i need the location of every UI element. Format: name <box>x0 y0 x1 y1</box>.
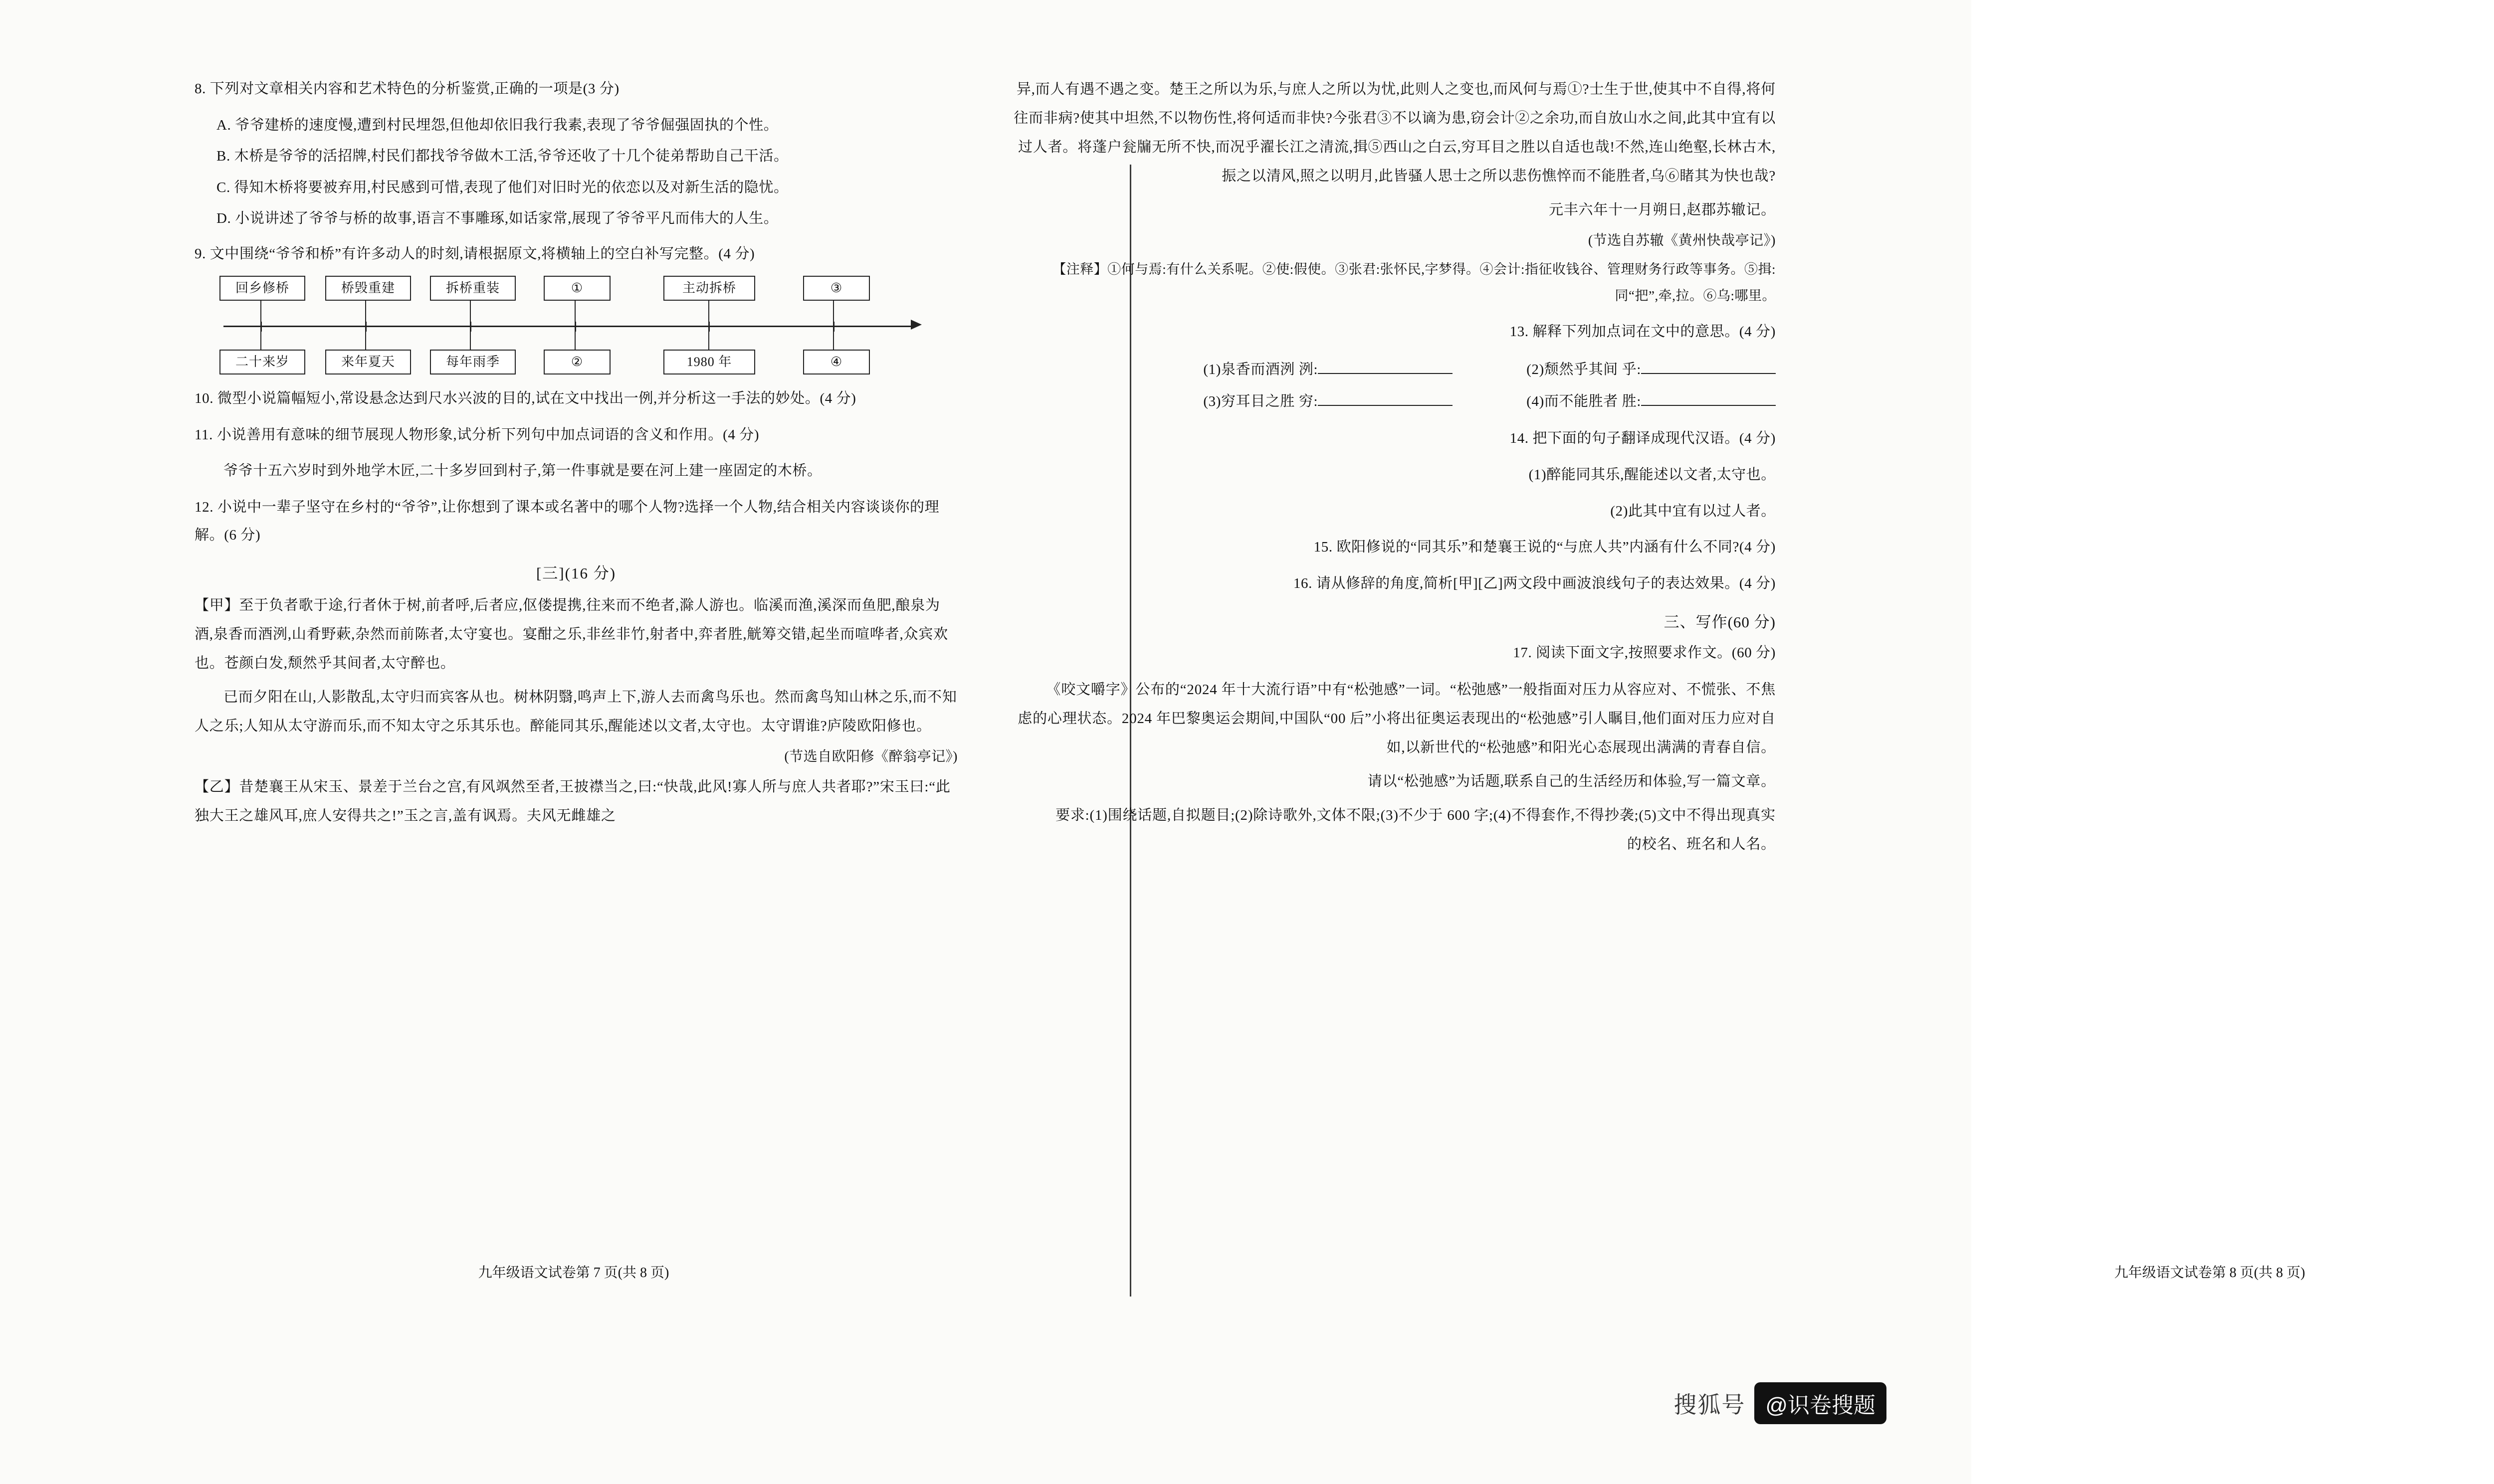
question-13-item-4-key: 胜 <box>1622 393 1637 409</box>
timeline-stem-up <box>833 299 834 323</box>
timeline-axis <box>223 326 912 327</box>
timeline-stem-up <box>575 299 576 323</box>
question-8-option-d: D. 小说讲述了爷爷与桥的故事,语言不事雕琢,如话家常,展现了爷爷平凡而伟大的人生。 <box>216 210 779 227</box>
timeline-stem-down <box>260 329 261 350</box>
question-8-option-a: A. 爷爷建桥的速度慢,遭到村民埋怨,但他却依旧我行我素,表现了爷爷倔强固执的个性。 <box>216 117 779 133</box>
question-17-material: 《咬文嚼字》公布的“2024 年十大流行语”中有“松弛感”一词。“松弛感”一般指面对压力从容应对、不慌张、不焦虑的心理状态。2024 年巴黎奥运会期间,中国队“00 后”小将出征奥运表现出的“松弛感”引人瞩目,他们面对压力应对自如,以新世代的“松弛感”和阳光心态展现出满满的青春自信。 <box>1018 681 1776 755</box>
question-12-stem: 12. 小说中一辈子坚守在乡村的“爷爷”,让你想到了课本或名著中的哪个人物?选择一个人物,结合相关内容谈谈你的理解。(6 分) <box>195 499 940 544</box>
question-14-item-2: (2)此其中宜有以过人者。 <box>1610 503 1776 519</box>
timeline-stem-down <box>365 329 366 350</box>
question-11-quote: 爷爷十五六岁时到外地学木匠,二十多岁回到村子,第一件事就是要在河上建一座固定的木桥。 <box>223 463 822 479</box>
question-8-stem: 8. 下列对文章相关内容和艺术特色的分析鉴赏,正确的一项是(3 分) <box>195 81 620 97</box>
question-17-prompt: 请以“松弛感”为话题,联系自己的生活经历和体验,写一篇文章。 <box>1367 773 1776 789</box>
question-13-item-1-label: (1)泉香而酒洌 <box>1203 361 1295 377</box>
question-10-stem: 10. 微型小说篇幅短小,常设悬念达到尺水兴波的目的,试在文中找出一例,并分析这一手法的妙处。(4 分) <box>195 390 856 407</box>
passage-yi-paragraph-start: 【乙】昔楚襄王从宋玉、景差于兰台之宫,有风飒然至者,王披襟当之,曰:“快哉,此风!寡人所与庶人共者耶?”宋玉曰:“此独大王之雄风耳,庶人安得共之!”玉之言,盖有讽焉。夫风无雌雄之 <box>195 779 951 824</box>
question-13-stem: 13. 解释下列加点词在文中的意思。(4 分) <box>1509 324 1776 340</box>
passage-yi-date-line: 元丰六年十一月朔日,赵郡苏辙记。 <box>1548 202 1776 218</box>
question-13-item-4-label: (4)而不能胜者 <box>1526 393 1618 409</box>
passage-yi-source: (节选自苏辙《黄州快哉亭记》) <box>1588 233 1776 248</box>
section-three-title: [三](16 分) <box>536 564 617 582</box>
question-9-timeline-diagram <box>214 276 928 375</box>
question-8-option-b: B. 木桥是爷爷的活招牌,村民们都找爷爷做木工活,爷爷还收了十几个徒弟帮助自己干活。 <box>216 148 789 165</box>
question-11-stem: 11. 小说善用有意味的细节展现人物形象,试分析下列句中加点词语的含义和作用。(4 分) <box>195 426 760 443</box>
timeline-top-box-6: ③ <box>803 276 870 301</box>
right-page-column <box>1013 75 2305 1281</box>
left-page-column <box>195 75 958 1281</box>
timeline-bottom-box-5: 1980 年 <box>663 350 755 374</box>
timeline-bottom-box-2: 来年夏天 <box>325 350 411 374</box>
timeline-stem-up <box>470 299 471 323</box>
timeline-stem-up <box>708 299 709 323</box>
watermark-account-badge: @识卷搜题 <box>1754 1382 1886 1424</box>
question-13-item-2-label: (2)颓然乎其间 <box>1526 361 1618 377</box>
question-13-item-2-blank[interactable] <box>1641 359 1776 374</box>
passage-jia-paragraph-1: 【甲】至于负者歌于途,行者休于树,前者呼,后者应,伛偻提携,往来而不绝者,滁人游也。临溪而渔,溪深而鱼肥,酿泉为酒,泉香而酒洌,山肴野蔌,杂然而前陈者,太守宴也。宴酣之乐,非丝非竹,射者中,弈者胜,觥筹交错,起坐而喧哗者,众宾欢也。苍颜白发,颓然乎其间者,太守醉也。 <box>195 597 948 672</box>
right-page-footer: 九年级语文试卷第 8 页(共 8 页) <box>2114 1265 2305 1281</box>
passage-notes: 【注释】①何与焉:有什么关系呢。②使:假使。③张君:张怀民,字梦得。④会计:指征收钱谷、管理财务行政等事务。⑤揖:同“把”,牵,拉。⑥乌:哪里。 <box>1052 262 1776 303</box>
question-15-stem: 15. 欧阳修说的“同其乐”和楚襄王说的“与庶人共”内涵有什么不同?(4 分) <box>1313 539 1776 556</box>
watermark <box>1673 1382 1886 1424</box>
question-13-item-4-blank[interactable] <box>1641 391 1776 406</box>
watermark-source-label: 搜狐号 <box>1673 1392 1746 1418</box>
timeline-stem-down <box>708 329 709 350</box>
timeline-bottom-box-4: ② <box>544 350 611 374</box>
timeline-stem-up <box>365 299 366 323</box>
left-page-footer: 九年级语文试卷第 7 页(共 8 页) <box>478 1265 669 1281</box>
timeline-top-box-3: 拆桥重装 <box>430 276 516 301</box>
passage-yi-continuation: 异,而人有遇不遇之变。楚王之所以为乐,与庶人之所以为忧,此则人之变也,而风何与焉①?士生于世,使其中不自得,将何往而非病?使其中坦然,不以物伤性,将何适而非快?今张君③不以谪为患,窃会计②之余功,而自放山水之间,此其中宜有以过人者。将蓬户瓮牖无所不快,而况乎濯长江之清流,揖⑤西山之白云,穷耳目之胜以自适也哉!不然,连山绝壑,长林古木,振之以清风,照之以明月,此皆骚人思士之所以悲伤憔悴而不能胜者,乌⑥睹其为快也哉? <box>1014 81 1776 184</box>
question-13-item-3-label: (3)穷耳目之胜 <box>1203 393 1295 409</box>
timeline-stem-up <box>260 299 261 323</box>
question-13-row-1: (1)泉香而酒洌 洌: (2)颓然乎其间 乎: <box>1013 354 1776 386</box>
question-13-item-2-key: 乎 <box>1622 361 1637 377</box>
question-9-stem: 9. 文中围绕“爷爷和桥”有许多动人的时刻,请根据原文,将横轴上的空白补写完整。(4 分) <box>195 245 755 262</box>
passage-jia-source: (节选自欧阳修《醉翁亭记》) <box>784 749 958 765</box>
timeline-stem-down <box>833 329 834 350</box>
timeline-bottom-box-6: ④ <box>803 350 870 374</box>
question-14-stem: 14. 把下面的句子翻译成现代汉语。(4 分) <box>1509 430 1776 447</box>
question-16-stem: 16. 请从修辞的角度,简析[甲][乙]两文段中画波浪线句子的表达效果。(4 分) <box>1293 575 1776 591</box>
timeline-top-box-4: ① <box>544 276 611 301</box>
scanned-sheet <box>165 75 2305 1282</box>
passage-jia-paragraph-2: 已而夕阳在山,人影散乱,太守归而宾客从也。树林阴翳,鸣声上下,游人去而禽鸟乐也。然而禽鸟知山林之乐,而不知人之乐;人知从太守游而乐,而不知太守之乐其乐也。醉能同其乐,醒能述以文者,太守也。太守谓谁?庐陵欧阳修也。 <box>195 689 957 735</box>
question-13-item-1-key: 洌 <box>1298 361 1314 377</box>
question-17-stem: 17. 阅读下面文字,按照要求作文。(60 分) <box>1513 645 1776 661</box>
timeline-stem-down <box>575 329 576 350</box>
timeline-stem-down <box>470 329 471 350</box>
timeline-bottom-box-3: 每年雨季 <box>430 350 516 374</box>
question-14-item-1: (1)醉能同其乐,醒能述以文者,太守也。 <box>1528 466 1776 483</box>
timeline-top-box-5: 主动拆桥 <box>663 276 755 301</box>
question-13-item-3-key: 穷 <box>1298 393 1314 409</box>
question-8-option-c: C. 得知木桥将要被弃用,村民感到可惜,表现了他们对旧时光的依恋以及对新生活的隐忧。 <box>216 179 789 195</box>
timeline-arrow-head <box>911 320 922 330</box>
question-17-requirements: 要求:(1)围绕话题,自拟题目;(2)除诗歌外,文体不限;(3)不少于 600 字;(4)不得套作,不得抄袭;(5)文中不得出现真实的校名、班名和人名。 <box>1055 807 1776 852</box>
question-13-item-3-blank[interactable] <box>1318 391 1453 406</box>
section-four-title: 三、写作(60 分) <box>1663 613 1776 631</box>
timeline-bottom-box-1: 二十来岁 <box>219 350 305 374</box>
timeline-top-box-2: 桥毁重建 <box>325 276 411 301</box>
question-13-row-2: (3)穷耳目之胜 穷: (4)而不能胜者 胜: <box>1013 386 1776 418</box>
timeline-top-box-1: 回乡修桥 <box>219 276 305 301</box>
question-13-item-1-blank[interactable] <box>1318 359 1453 374</box>
